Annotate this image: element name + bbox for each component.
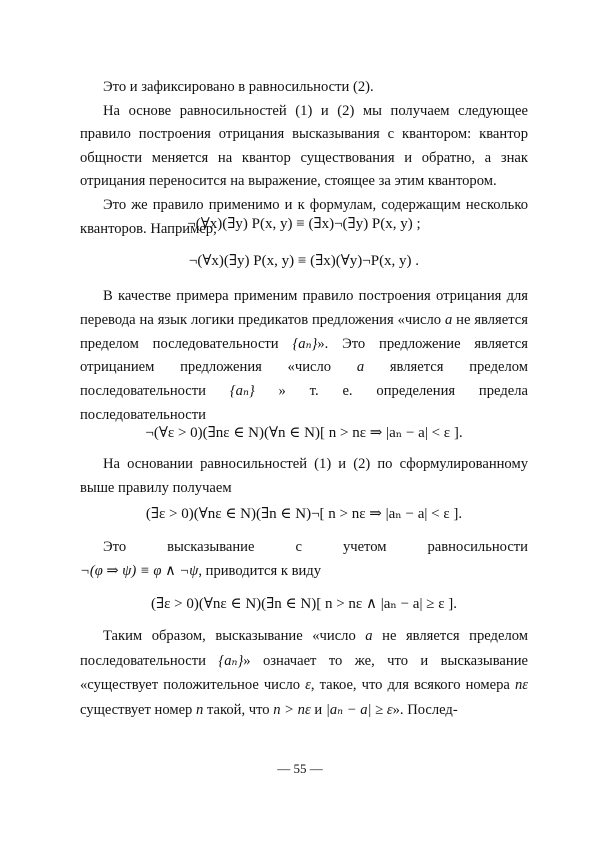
p6-word-4: учетом (342, 539, 387, 555)
page-number: — 55 — (277, 761, 323, 776)
p7-mid-3: , такое, что для всякого номера (310, 677, 510, 693)
paragraph-6-line-1 (80, 536, 528, 560)
p6-formula: ¬(φ ⇒ ψ) ≡ φ ∧ ¬ψ (80, 562, 199, 579)
text-block-4 (80, 536, 528, 583)
p7-mid-1: не является пределом последовательности (80, 628, 528, 669)
p4-sequence: {aₙ} (292, 335, 318, 352)
p4-sequence-2: {aₙ} (229, 383, 255, 400)
equation-5: (∃ε > 0)(∀nε ∈ N)(∃n ∈ N)[ n > nε ∧ |aₙ − a| ≥ ε ]. (150, 596, 457, 612)
p7-mid-4: существует номер (80, 701, 193, 718)
p7-end: ». Послед- (392, 701, 458, 718)
paragraph-4 (80, 285, 528, 428)
p4-var-a: a (444, 311, 453, 328)
p7-var-n: n (196, 701, 204, 718)
p6-end: , приводится к виду (198, 562, 322, 579)
p7-sequence: {aₙ} (218, 652, 244, 669)
equation-4: (∃ε > 0)(∀nε ∈ N)(∃n ∈ N)¬[ n > nε ⇒ |aₙ − a| < ε ]. (145, 506, 463, 522)
p6-word-3: с (295, 539, 302, 555)
paragraph-6-line-2 (80, 560, 528, 584)
p7-and: и (314, 701, 323, 718)
p7-condition-2: |aₙ − a| ≥ ε (325, 701, 393, 718)
p7-mid-2: » означает то же, что и высказывание «существует положительное число (80, 652, 528, 693)
p7-n-epsilon: nε (514, 677, 529, 693)
p4-mid-2: ». Это предложение является отрицанием предложения «число (80, 335, 528, 376)
text-block-5 (80, 624, 528, 722)
p4-end: » т. е. определения предела последовательности (80, 383, 528, 423)
p7-lead: Таким образом, высказывание «число (103, 628, 356, 644)
p7-epsilon: ε (305, 677, 311, 693)
p4-mid-1: не является пределом последовательности (80, 311, 528, 352)
p6-word-5: равносильности (427, 539, 528, 555)
p4-lead: В качестве примера применим правило построения отрицания для перевода на язык логики предикатов предложения «число (80, 288, 528, 328)
equation-2: ¬(∀x)(∃y) P(x, y) ≡ (∃x)(∀y)¬P(x, y) . (188, 253, 420, 269)
equation-3: ¬(∀ε > 0)(∃nε ∈ N)(∀n ∈ N)[ n > nε ⇒ |aₙ − a| < ε ]. (145, 425, 463, 441)
p7-var-a: a (365, 628, 373, 644)
p4-mid-3: является пределом последовательности (80, 359, 529, 400)
p7-mid-5: такой, что (206, 701, 270, 718)
p4-var-a-2: a (356, 359, 365, 376)
paragraph-3: Это же правило применимо и к формулам, содержащим несколько кванторов. Например, (80, 196, 528, 237)
paragraph-5: На основании равносильностей (1) и (2) по сформулированному выше правилу получаем (80, 456, 528, 496)
paragraph-7 (80, 624, 528, 722)
p6-word-1: Это (103, 539, 127, 555)
paragraph-2: На основе равносильностей (1) и (2) мы получаем следующее правило построения отрицания высказывания с квантором: квантор общности меняется на квантор существования и обратно, а знак отрицания переносится на выражение, стоящее за этим квантором. (80, 102, 528, 190)
text-block-3 (80, 453, 528, 500)
p6-word-2: высказывание (167, 539, 255, 555)
paragraph-1: Это и зафиксировано в равносильности (2). (103, 79, 374, 95)
text-block-2 (80, 285, 528, 428)
p7-condition-1: n > nε (273, 701, 311, 718)
equation-1: ¬(∀x)(∃y) P(x, y) ≡ (∃x)¬(∃y) P(x, y) ; (187, 216, 421, 232)
